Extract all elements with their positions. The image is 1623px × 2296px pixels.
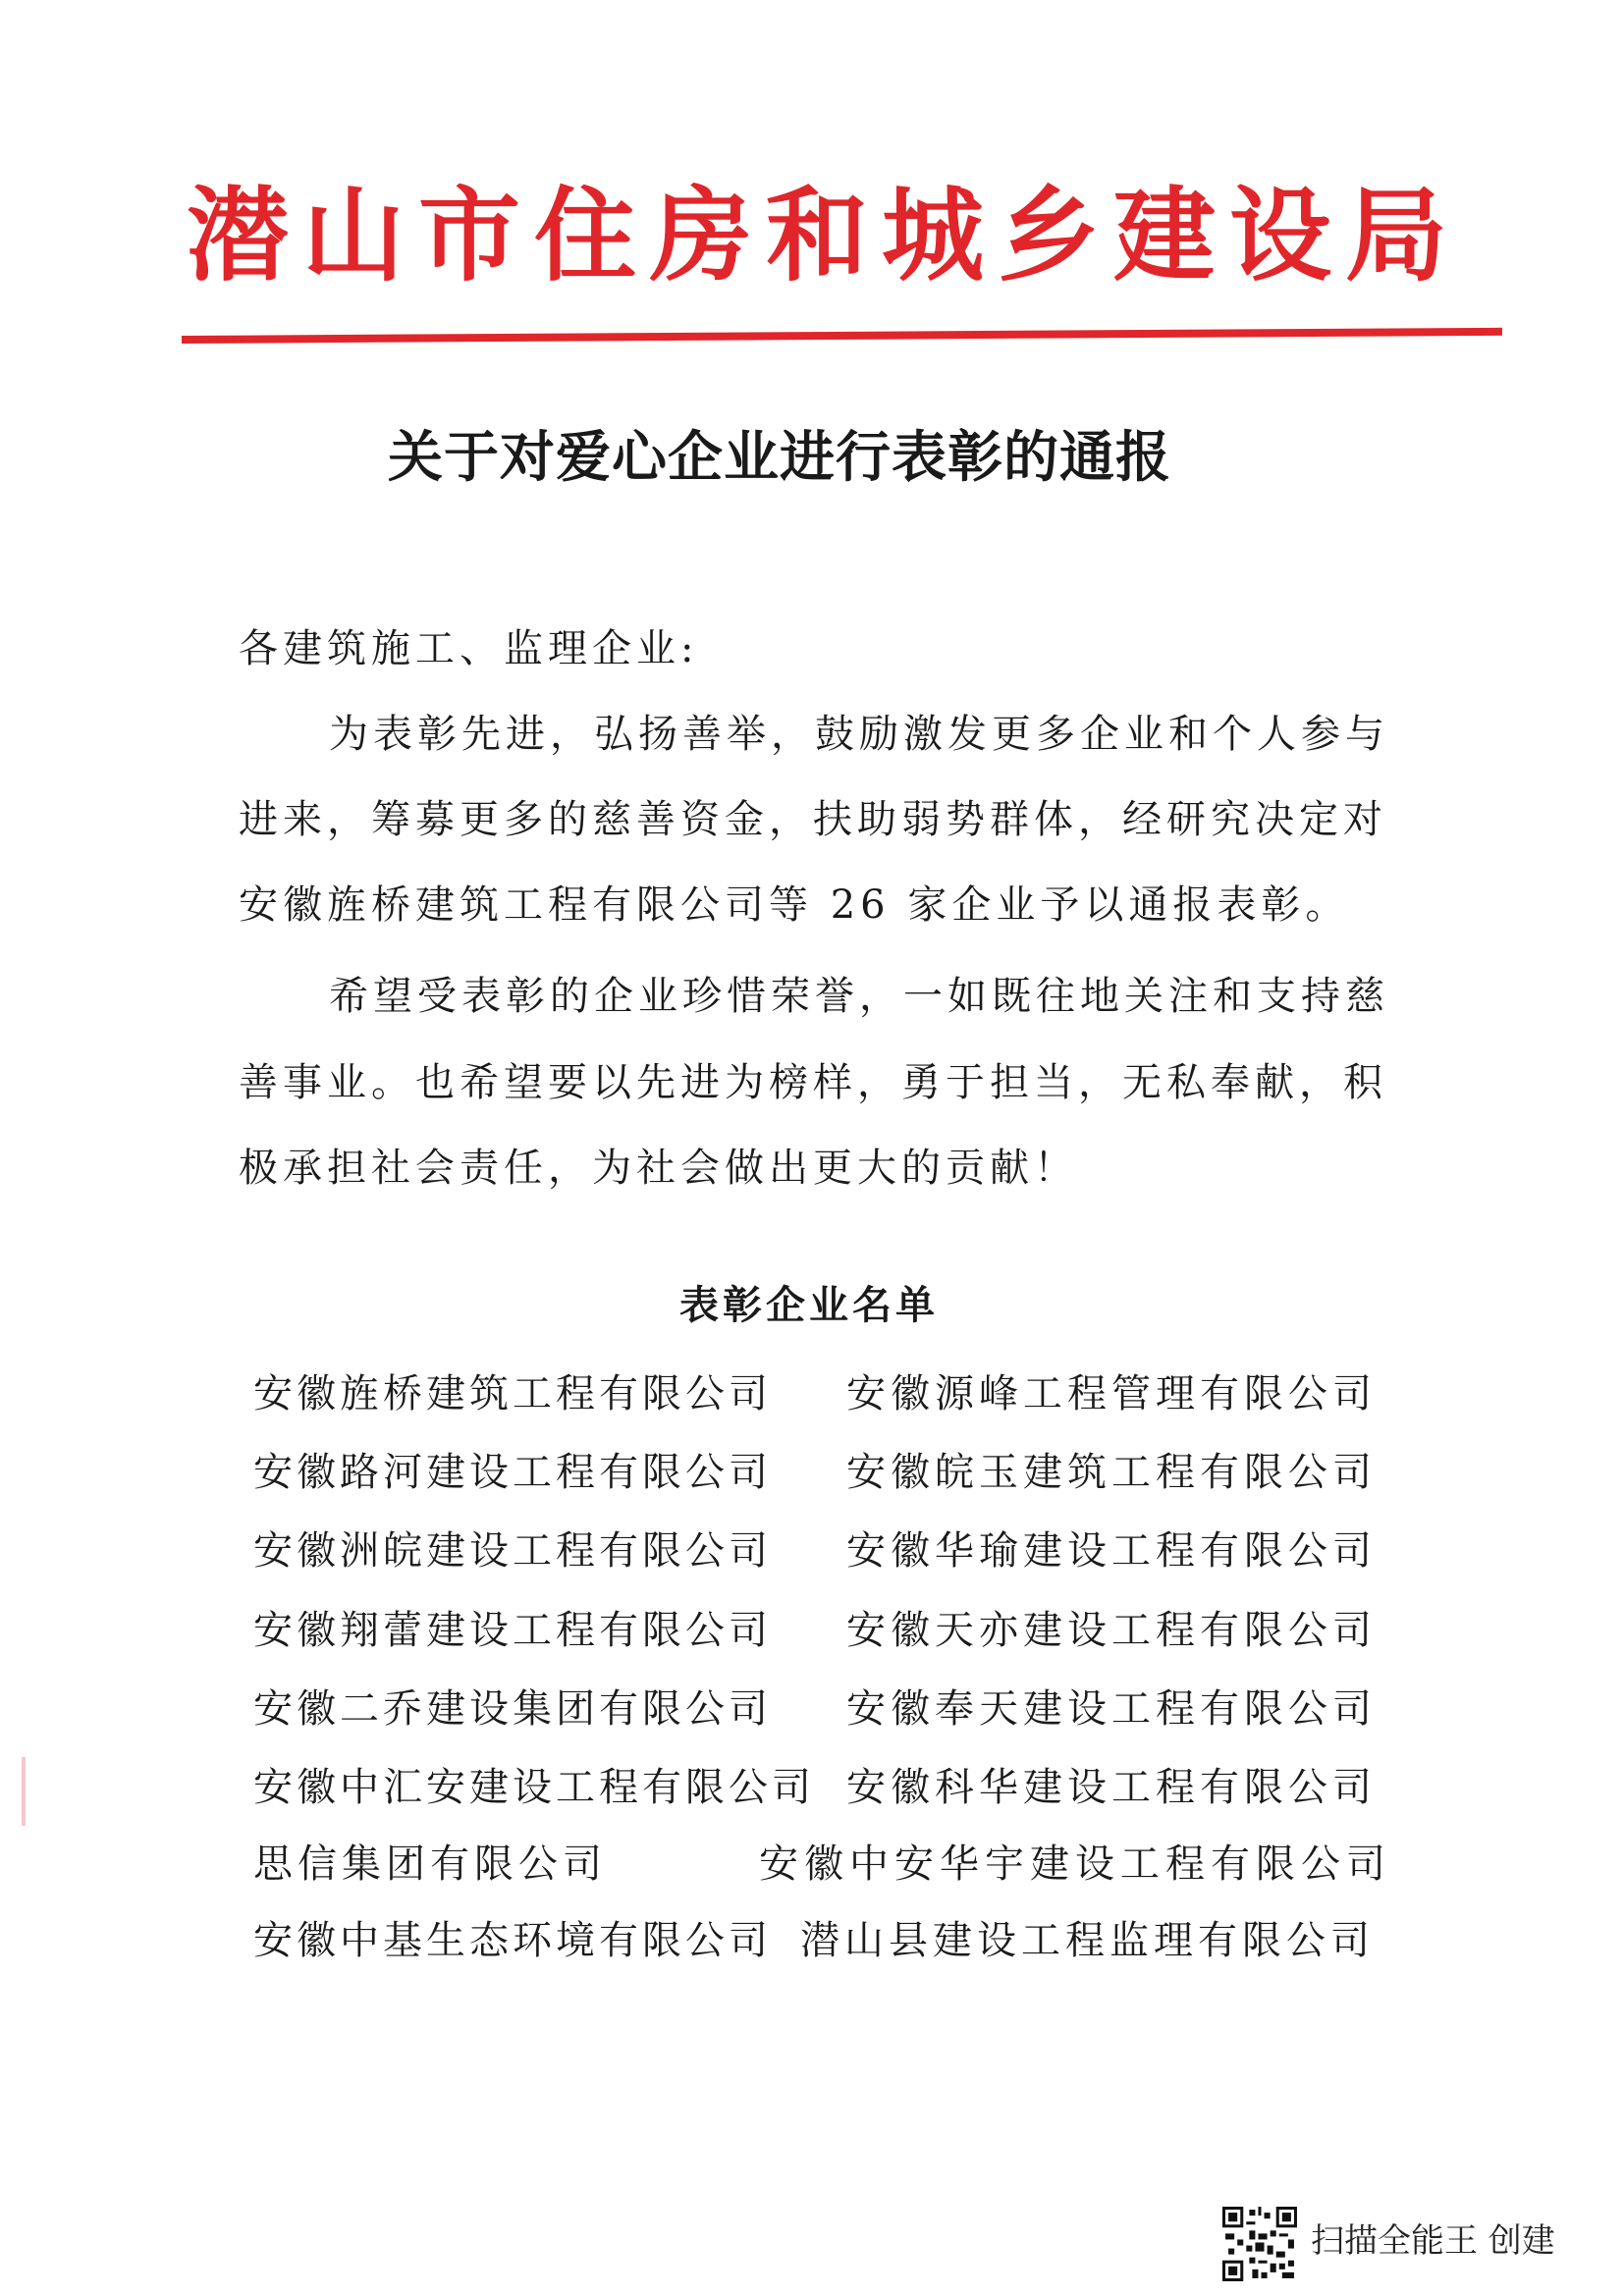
paragraph-line: 安徽旌桥建筑工程有限公司等 26 家企业予以通报表彰。 — [239, 882, 1350, 928]
red-divider — [182, 328, 1502, 344]
honor-list-title: 表彰企业名单 — [679, 1282, 939, 1328]
scanner-watermark: 扫描全能王 创建 — [1311, 2221, 1555, 2261]
company-name: 安徽中安华宇建设工程有限公司 — [759, 1842, 1391, 1887]
document-title: 关于对爱心企业进行表彰的通报 — [388, 425, 1171, 490]
company-name: 潜山县建设工程监理有限公司 — [800, 1918, 1375, 1963]
company-name: 安徽源峰工程管理有限公司 — [846, 1371, 1377, 1416]
company-name: 安徽旌桥建筑工程有限公司 — [253, 1371, 772, 1416]
company-name: 安徽中汇安建设工程有限公司 — [253, 1765, 815, 1810]
paragraph-line: 善事业。也希望要以先进为榜样，勇于担当，无私奉献，积 — [239, 1060, 1387, 1105]
company-name: 安徽洲皖建设工程有限公司 — [253, 1528, 772, 1574]
company-name: 安徽翔蕾建设工程有限公司 — [253, 1608, 772, 1653]
paragraph-line: 极承担社会责任，为社会做出更大的贡献！ — [239, 1146, 1078, 1191]
company-name: 思信集团有限公司 — [253, 1842, 607, 1887]
company-name: 安徽天亦建设工程有限公司 — [846, 1608, 1377, 1653]
company-name: 安徽皖玉建筑工程有限公司 — [846, 1450, 1377, 1495]
company-name: 安徽路河建设工程有限公司 — [253, 1450, 772, 1495]
company-name: 安徽华瑜建设工程有限公司 — [846, 1528, 1377, 1574]
company-name: 安徽奉天建设工程有限公司 — [846, 1686, 1377, 1732]
company-name: 安徽中基生态环境有限公司 — [253, 1918, 772, 1963]
issuer-header: 潜山市住房和城乡建设局 — [187, 175, 1462, 295]
company-name: 安徽科华建设工程有限公司 — [846, 1765, 1377, 1810]
salutation: 各建筑施工、监理企业: — [239, 626, 699, 671]
paragraph-line: 希望受表彰的企业珍惜荣誉，一如既往地关注和支持慈 — [329, 974, 1389, 1019]
company-name: 安徽二乔建设集团有限公司 — [253, 1686, 772, 1732]
qr-code-icon — [1222, 2207, 1297, 2281]
paragraph-line: 为表彰先进，弘扬善举，鼓励激发更多企业和个人参与 — [329, 712, 1389, 757]
scan-artifact — [22, 1757, 26, 1826]
paragraph-line: 进来，筹募更多的慈善资金，扶助弱势群体，经研究决定对 — [239, 797, 1387, 842]
